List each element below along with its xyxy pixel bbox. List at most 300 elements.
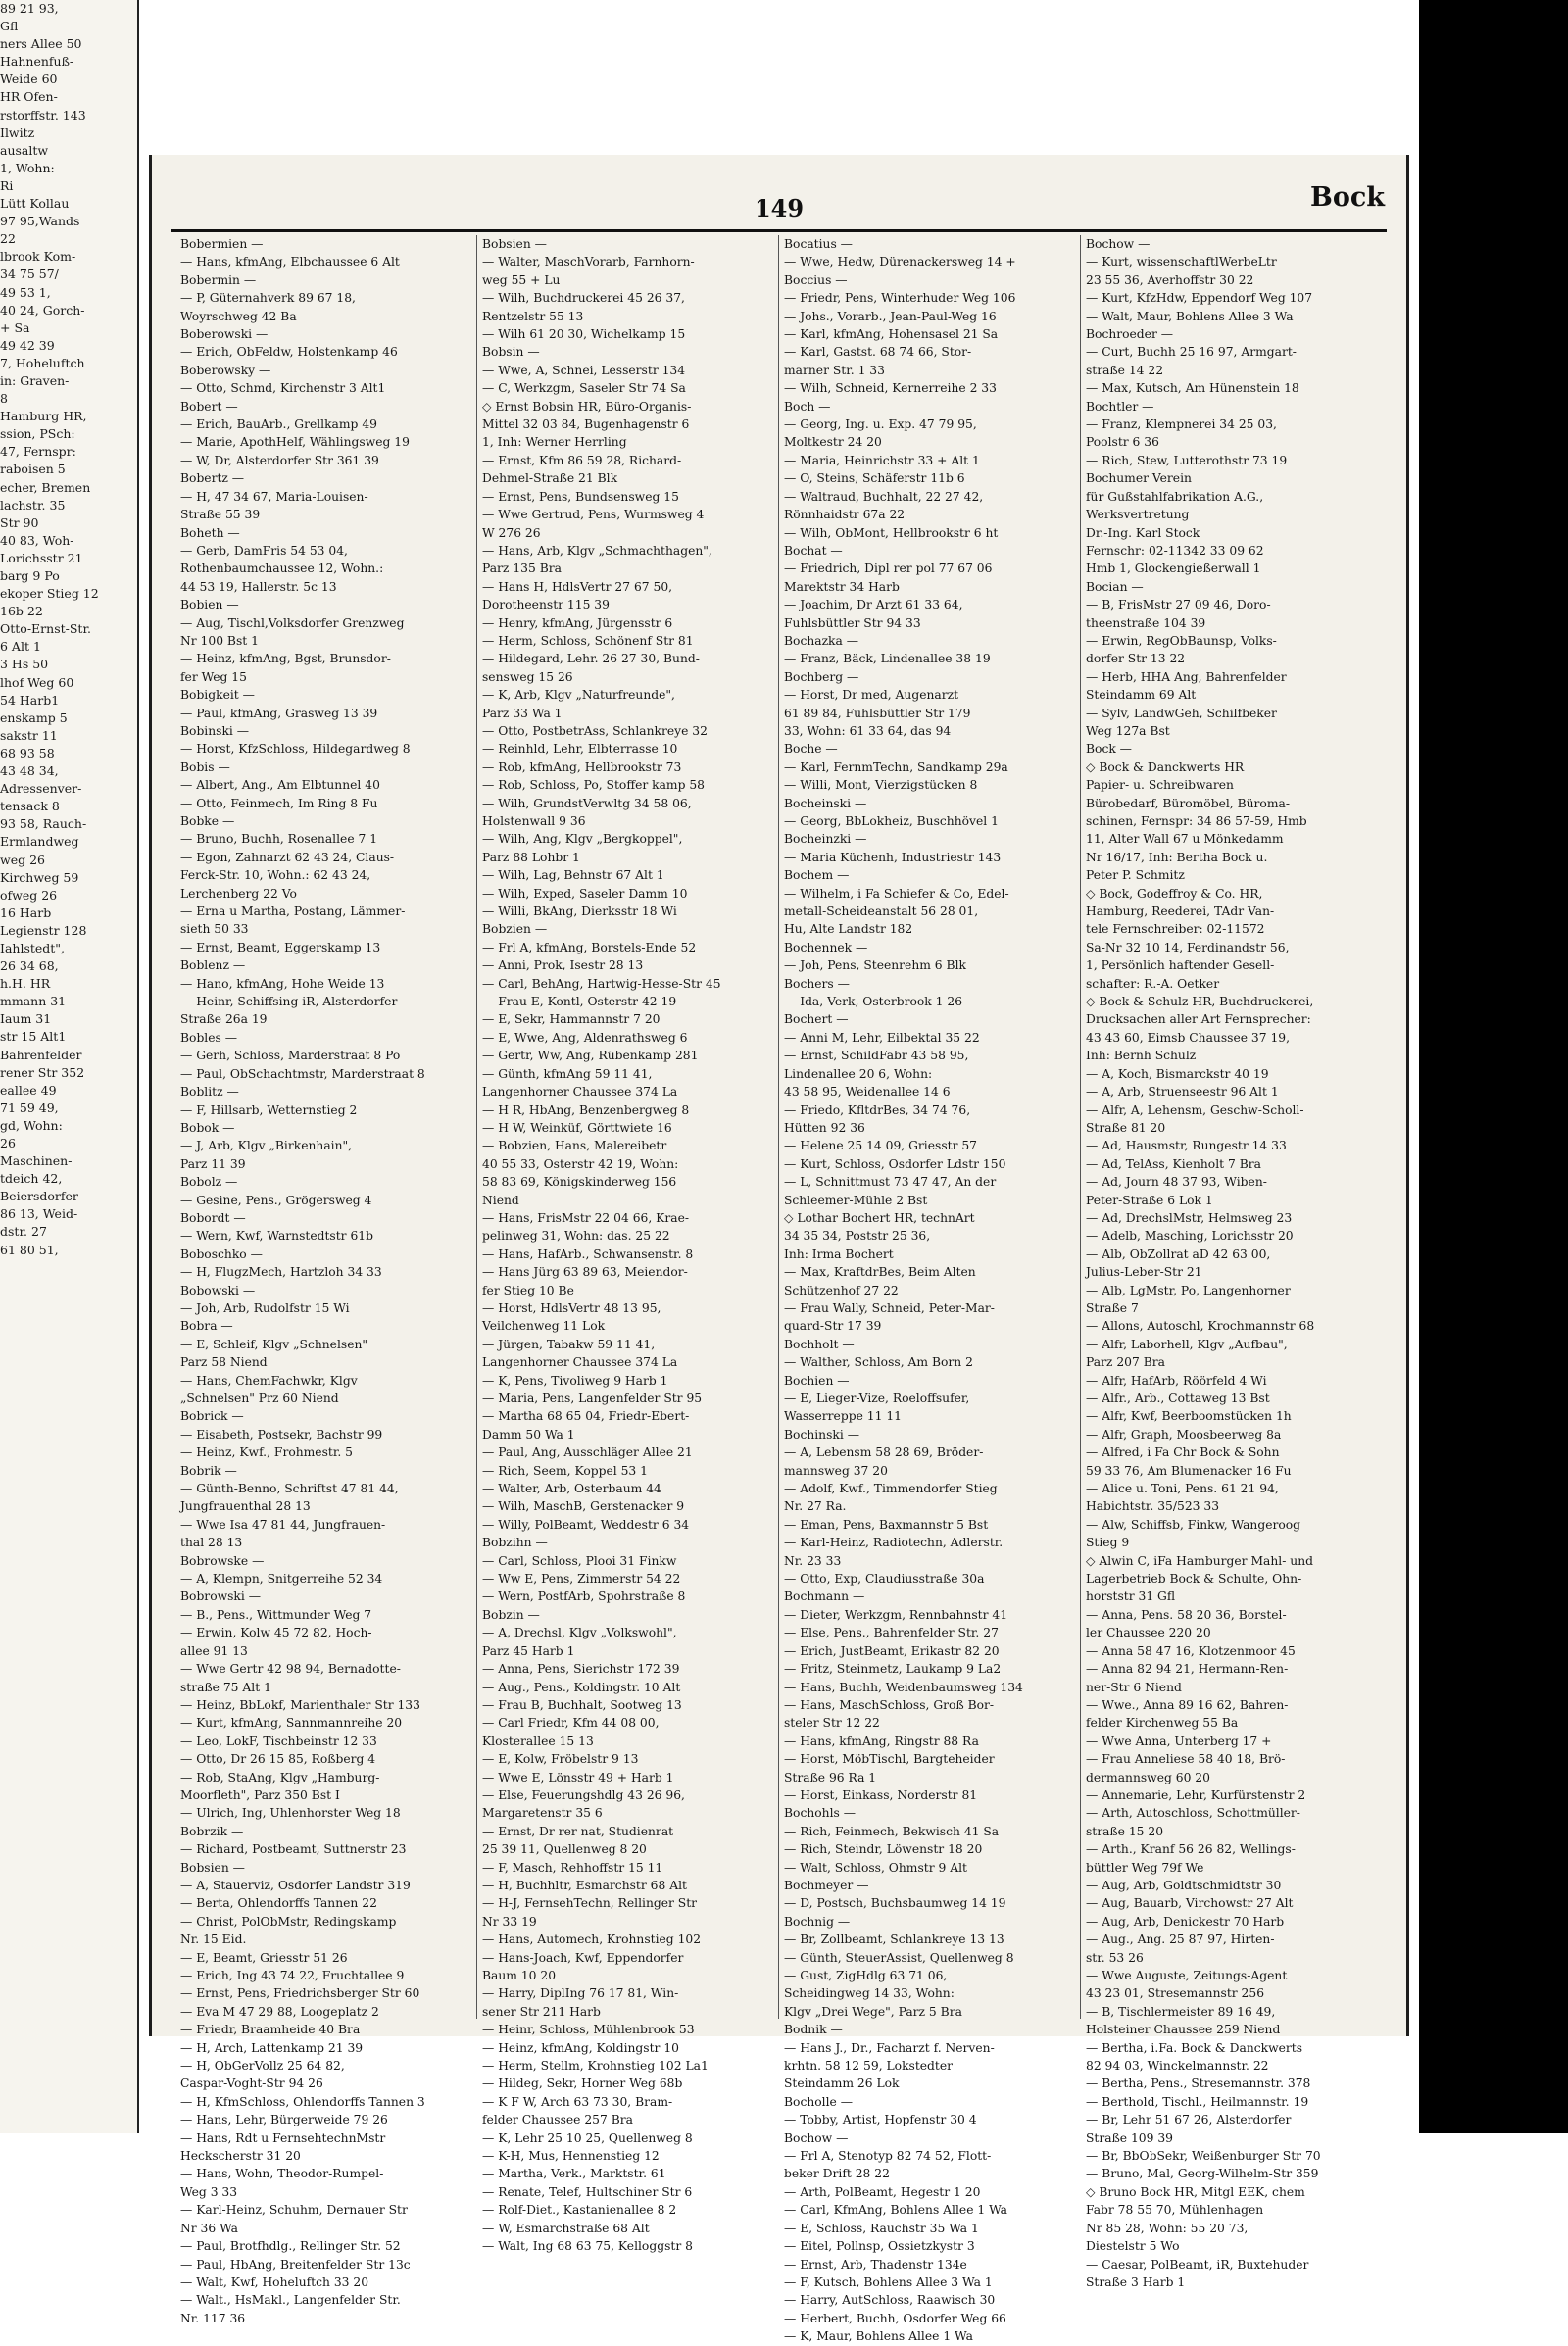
directory-entry-line: büttler Weg 79f We xyxy=(1086,1860,1204,1875)
page-number: 149 xyxy=(754,194,805,222)
directory-entry-line: ◇ Ernst Bobsin HR, Büro-Organis- xyxy=(482,399,692,414)
directory-entry-line: — Martha, Verk., Marktstr. 61 xyxy=(482,2167,666,2181)
directory-entry-line: — Sylv, LandwGeh, Schilfbeker xyxy=(1086,706,1277,720)
directory-entry-line: — E, Wwe, Ang, Aldenrathsweg 6 xyxy=(482,1030,688,1045)
directory-entry-line: 44 53 19, Hallerstr. 5c 13 xyxy=(180,579,337,594)
fragment-line: ssion, PSch: xyxy=(0,426,75,442)
directory-entry-line: Bochow — xyxy=(784,2130,849,2145)
directory-entry-line: — Frau Anneliese 58 40 18, Brö- xyxy=(1086,1752,1286,1767)
directory-entry-line: — L, Schnittmust 73 47 47, An der xyxy=(784,1175,997,1190)
directory-entry-line: — Horst, Einkass, Norderstr 81 xyxy=(784,1787,978,1802)
directory-entry-line: Stieg 9 xyxy=(1086,1536,1130,1550)
directory-entry-line: Nr 100 Bst 1 xyxy=(180,633,259,648)
directory-entry-line: 34 35 34, Poststr 25 36, xyxy=(784,1229,931,1244)
directory-entry-line: Fabr 78 55 70, Mühlenhagen xyxy=(1086,2203,1264,2218)
fragment-line: enskamp 5 xyxy=(0,709,68,725)
directory-entry-line: — Rob, Schloss, Po, Stoffer kamp 58 xyxy=(482,778,705,793)
directory-entry-line: Inh: Irma Bochert xyxy=(784,1246,894,1261)
directory-entry-line: — Wilh 61 20 30, Wichelkamp 15 xyxy=(482,327,686,342)
directory-entry-line: — Alb, ObZollrat aD 42 63 00, xyxy=(1086,1246,1271,1261)
directory-entry-line: 23 55 36, Averhoffstr 30 22 xyxy=(1086,272,1254,287)
directory-entry-line: ◇ Bruno Bock HR, Mitgl EEK, chem xyxy=(1086,2184,1305,2199)
directory-entry-line: — D, Postsch, Buchsbaumweg 14 19 xyxy=(784,1896,1006,1911)
directory-entry-line: — Dieter, Werkzgm, Rennbahnstr 41 xyxy=(784,1607,1008,1622)
fragment-line: mmann 31 xyxy=(0,994,67,1009)
directory-entry-line: — Wilh, Buchdruckerei 45 26 37, xyxy=(482,291,685,306)
fragment-line: Hahnenfuß- xyxy=(0,54,74,70)
directory-entry-line: — K F W, Arch 63 73 30, Bram- xyxy=(482,2094,673,2109)
directory-entry-line: — Heinz, Kwf., Frohmestr. 5 xyxy=(180,1445,353,1460)
directory-entry-line: — Hans, Wohn, Theodor-Rumpel- xyxy=(180,2167,384,2181)
directory-entry-line: 43 43 60, Eimsb Chaussee 37 19, xyxy=(1086,1030,1291,1045)
directory-entry-line: Bochazka — xyxy=(784,633,859,648)
directory-entry-line: 33, Wohn: 61 33 64, das 94 xyxy=(784,723,952,738)
directory-entry-line: — Fritz, Steinmetz, Laukamp 9 La2 xyxy=(784,1662,1002,1677)
directory-entry-line: — Anni M, Lehr, Eilbektal 35 22 xyxy=(784,1030,980,1045)
directory-entry-line: Poolstr 6 36 xyxy=(1086,435,1159,450)
directory-entry-line: — Wwe Auguste, Zeitungs-Agent xyxy=(1086,1969,1288,1982)
directory-entry-line: Nr. 117 36 xyxy=(180,2311,246,2325)
directory-entry-line: Parz 45 Harb 1 xyxy=(482,1643,575,1658)
running-head: Bock xyxy=(1310,182,1385,213)
directory-entry-line: — H W, Weinküf, Görttwiete 16 xyxy=(482,1120,672,1135)
directory-entry-line: — Hans, ChemFachwkr, Klgv xyxy=(180,1373,358,1388)
directory-entry-line: — Joachim, Dr Arzt 61 33 64, xyxy=(784,598,963,612)
directory-entry-line: Nr 16/17, Inh: Bertha Bock u. xyxy=(1086,850,1268,864)
directory-entry-line: — Friedr, Braamheide 40 Bra xyxy=(180,2023,361,2037)
directory-entry-line: Hütten 92 36 xyxy=(784,1120,865,1135)
fragment-line: HR Ofen- xyxy=(0,89,58,105)
directory-entry-line: Bobrzik — xyxy=(180,1824,244,1838)
fragment-line: Legienstr 128 xyxy=(0,922,87,938)
fragment-line: 97 95,Wands xyxy=(0,214,80,229)
directory-entry-line: Heckscherstr 31 20 xyxy=(180,2149,301,2164)
directory-entry-line: — Adolf, Kwf., Timmendorfer Stieg xyxy=(784,1482,998,1496)
directory-entry-line: — Alfr, Laborhell, Klgv „Aufbau", xyxy=(1086,1337,1288,1351)
directory-entry-line: — Hans J., Dr., Facharzt f. Nerven- xyxy=(784,2040,995,2055)
directory-entry-line: tele Fernschreiber: 02-11572 xyxy=(1086,922,1265,937)
directory-entry-line: dermannsweg 60 20 xyxy=(1086,1770,1210,1784)
fragment-line: Bahrenfelder xyxy=(0,1047,82,1062)
directory-entry-line: ◇ Lothar Bochert HR, technArt xyxy=(784,1210,975,1225)
directory-entry-line: — Erich, Ing 43 74 22, Fruchtallee 9 xyxy=(180,1969,405,1982)
directory-entry-line: Jungfrauenthal 28 13 xyxy=(180,1499,311,1514)
fragment-line: Iahlstedt", xyxy=(0,940,66,955)
directory-entry-line: Bochem — xyxy=(784,868,850,883)
directory-entry-line: — Rich, Feinmech, Bekwisch 41 Sa xyxy=(784,1824,1000,1838)
directory-entry-line: — Helene 25 14 09, Griesstr 57 xyxy=(784,1139,978,1153)
directory-page xyxy=(149,155,1409,2344)
directory-entry-line: — Kurt, Schloss, Osdorfer Ldstr 150 xyxy=(784,1156,1006,1171)
directory-entry-line: — Bruno, Mal, Georg-Wilhelm-Str 359 xyxy=(1086,2167,1319,2181)
directory-entry-line: — Friedr, Pens, Winterhuder Weg 106 xyxy=(784,291,1016,306)
fragment-line: 40 24, Gorch- xyxy=(0,302,85,318)
directory-entry-line: — Gertr, Ww, Ang, Rübenkamp 281 xyxy=(482,1049,699,1063)
directory-entry-line: Nr. 23 33 xyxy=(784,1553,842,1568)
directory-entry-line: — Alfr, A, Lehensm, Geschw-Scholl- xyxy=(1086,1102,1304,1117)
directory-entry-line: — Gust, ZigHdlg 63 71 06, xyxy=(784,1969,948,1982)
directory-entry-line: — Friedrich, Dipl rer pol 77 67 06 xyxy=(784,562,993,576)
directory-entry-line: — Rob, StaAng, Klgv „Hamburg- xyxy=(180,1770,380,1784)
directory-entry-line: Schleemer-Mühle 2 Bst xyxy=(784,1193,928,1207)
directory-entry-line: Papier- u. Schreibwaren xyxy=(1086,778,1234,793)
directory-entry-line: Bochnig — xyxy=(784,1914,851,1929)
directory-entry-line: Bobis — xyxy=(180,759,230,774)
directory-entry-line: Bobsien — xyxy=(180,1860,245,1875)
directory-entry-line: Nr. 27 Ra. xyxy=(784,1499,847,1514)
directory-entry-line: Boche — xyxy=(784,742,838,757)
directory-entry-line: — Henry, kfmAng, Jürgensstr 6 xyxy=(482,615,673,630)
directory-entry-line: — Wwe Gertrud, Pens, Wurmsweg 4 xyxy=(482,508,705,522)
directory-entry-line: Boch — xyxy=(784,399,831,414)
directory-entry-line: — Franz, Klempnerei 34 25 03, xyxy=(1086,417,1277,432)
directory-entry-line: — Aug, Tischl,Volksdorfer Grenzweg xyxy=(180,615,405,630)
directory-entry-line: Straße 26a 19 xyxy=(180,1012,268,1027)
directory-entry-line: — Wwe., Anna 89 16 62, Bahren- xyxy=(1086,1697,1289,1712)
directory-entry-line: quard-Str 17 39 xyxy=(784,1319,882,1334)
directory-entry-line: — A, Drechsl, Klgv „Volkswohl", xyxy=(482,1626,677,1640)
directory-entry-line: sener Str 211 Harb xyxy=(482,2004,601,2019)
directory-entry-line: dorfer Str 13 22 xyxy=(1086,652,1186,666)
scanner-black-margin xyxy=(1419,0,1568,2133)
directory-entry-line: — Erich, BauArb., Grellkamp 49 xyxy=(180,417,377,432)
fragment-line: Gfl xyxy=(0,19,19,34)
directory-entry-line: — Aug, Arb, Goldtschmidtstr 30 xyxy=(1086,1878,1282,1892)
directory-entry-line: Bochmeyer — xyxy=(784,1878,869,1892)
directory-entry-line: Peter P. Schmitz xyxy=(1086,868,1185,883)
directory-entry-line: 25 39 11, Quellenweg 8 20 xyxy=(482,1842,647,1857)
directory-entry-line: — Willi, BkAng, Dierksstr 18 Wi xyxy=(482,904,677,919)
directory-entry-line: Bochat — xyxy=(784,543,843,558)
directory-entry-line: — Bobzien, Hans, Malereibetr xyxy=(482,1139,667,1153)
directory-entry-line: Fuhlsbüttler Str 94 33 xyxy=(784,615,921,630)
directory-entry-line: — Herm, Schloss, Schönenf Str 81 xyxy=(482,633,694,648)
fragment-line: Beiersdorfer xyxy=(0,1189,78,1204)
directory-entry-line: — Otto, Schmd, Kirchenstr 3 Alt1 xyxy=(180,381,386,396)
directory-entry-line: — Ernst, SchildFabr 43 58 95, xyxy=(784,1049,969,1063)
fragment-line: ofweg 26 xyxy=(0,887,58,903)
fragment-line: 43 48 34, xyxy=(0,763,59,779)
directory-entry-line: — Karl-Heinz, Schuhm, Dernauer Str xyxy=(180,2203,408,2218)
directory-entry-line: — Alice u. Toni, Pens. 61 21 94, xyxy=(1086,1482,1279,1496)
directory-entry-line: — Ad, Journ 48 37 93, Wiben- xyxy=(1086,1175,1267,1190)
directory-entry-line: — Heinz, BbLokf, Marienthaler Str 133 xyxy=(180,1697,420,1712)
directory-entry-line: — Otto, Dr 26 15 85, Roßberg 4 xyxy=(180,1752,376,1767)
directory-entry-line: — Ernst, Arb, Thadenstr 134e xyxy=(784,2257,967,2272)
fragment-line: Adressenver- xyxy=(0,781,82,797)
directory-entry-line: Klgv „Drei Wege", Parz 5 Bra xyxy=(784,2004,962,2019)
directory-entry-line: — Paul, kfmAng, Grasweg 13 39 xyxy=(180,706,378,720)
directory-entry-line: — Erich, JustBeamt, Erikastr 82 20 xyxy=(784,1643,1000,1658)
directory-entry-line: Weg 127a Bst xyxy=(1086,723,1170,738)
directory-entry-line: — Albert, Ang., Am Elbtunnel 40 xyxy=(180,778,380,793)
directory-entry-line: 82 94 03, Winckelmannstr. 22 xyxy=(1086,2059,1269,2074)
directory-entry-line: Scheidingweg 14 33, Wohn: xyxy=(784,1986,955,2001)
directory-entry-line: Bobinski — xyxy=(180,723,250,738)
directory-entry-line: krhtn. 58 12 59, Lokstedter xyxy=(784,2059,954,2074)
directory-entry-line: Bobert — xyxy=(180,399,238,414)
directory-entry-line: Wasserreppe 11 11 xyxy=(784,1409,902,1424)
directory-entry-line: straße 15 20 xyxy=(1086,1824,1164,1838)
directory-entry-line: — Willi, Mont, Vierzigstücken 8 xyxy=(784,778,978,793)
directory-entry-line: — Jürgen, Tabakw 59 11 41, xyxy=(482,1337,656,1351)
directory-entry-line: — Walt, Maur, Bohlens Allee 3 Wa xyxy=(1086,309,1294,323)
directory-entry-line: Bocatius — xyxy=(784,237,853,251)
directory-entry-line: — Rob, kfmAng, Hellbrookstr 73 xyxy=(482,759,682,774)
directory-entry-line: — F, Masch, Rehhoffstr 15 11 xyxy=(482,1860,663,1875)
fragment-line: barg 9 Po xyxy=(0,568,60,583)
directory-entry-line: Hu, Alte Landstr 182 xyxy=(784,922,913,937)
directory-entry-line: — Rich, Seem, Koppel 53 1 xyxy=(482,1463,648,1478)
directory-entry-line: — Wilh, Schneid, Kernerreihe 2 33 xyxy=(784,381,997,396)
directory-entry-line: — Gesine, Pens., Grögersweg 4 xyxy=(180,1193,372,1207)
directory-entry-line: 1, Persönlich haftender Gesell- xyxy=(1086,958,1275,973)
fragment-line: 22 xyxy=(0,231,16,247)
directory-entry-line: Bobzihn — xyxy=(482,1536,548,1550)
fragment-line: gd, Wohn: xyxy=(0,1117,63,1133)
fragment-line: rstorffstr. 143 xyxy=(0,107,86,122)
fragment-line: Lorichsstr 21 xyxy=(0,550,83,565)
directory-entry-line: — Hans, Arb, Klgv „Schmachthagen", xyxy=(482,543,712,558)
directory-entry-line: — Bruno, Buchh, Rosenallee 7 1 xyxy=(180,832,378,847)
directory-entry-line: — Karl-Heinz, Radiotechn, Adlerstr. xyxy=(784,1536,1004,1550)
directory-entry-line: weg 55 + Lu xyxy=(482,272,561,287)
directory-entry-line: — Heinr, Schiffsing iR, Alsterdorfer xyxy=(180,995,398,1009)
fragment-line: 93 58, Rauch- xyxy=(0,816,87,832)
directory-entry-line: 43 23 01, Stresemannstr 256 xyxy=(1086,1986,1265,2001)
entry-columns xyxy=(175,235,1385,2344)
directory-entry-line: — Max, KraftdrBes, Beim Alten xyxy=(784,1265,976,1280)
directory-entry-line: — Paul, ObSchachtmstr, Marderstraat 8 xyxy=(180,1066,425,1081)
directory-entry-line: fer Stieg 10 Be xyxy=(482,1283,574,1297)
directory-entry-line: Margaretenstr 35 6 xyxy=(482,1806,603,1821)
directory-entry-line: Boheth — xyxy=(180,525,240,540)
directory-entry-line: — Eisabeth, Postsekr, Bachstr 99 xyxy=(180,1427,383,1442)
directory-entry-line: — Else, Pens., Bahrenfelder Str. 27 xyxy=(784,1626,999,1640)
directory-entry-line: ler Chaussee 220 20 xyxy=(1086,1626,1211,1640)
directory-entry-line: — Ad, Hausmstr, Rungestr 14 33 xyxy=(1086,1139,1287,1153)
directory-entry-line: — Br, BbObSekr, Weißenburger Str 70 xyxy=(1086,2149,1321,2164)
fragment-line: tensack 8 xyxy=(0,799,60,814)
directory-entry-line: — Walter, Arb, Osterbaum 44 xyxy=(482,1482,662,1496)
directory-entry-line: Bobolz — xyxy=(180,1175,238,1190)
previous-page-fragment xyxy=(0,0,139,2133)
directory-entry-line: W 276 26 xyxy=(482,525,541,540)
directory-entry-line: Bobrik — xyxy=(180,1463,237,1478)
directory-entry-line: Langenhorner Chaussee 374 La xyxy=(482,1085,678,1100)
directory-entry-line: — Ww E, Pens, Zimmerstr 54 22 xyxy=(482,1572,681,1587)
directory-entry-line: — Alfr, Graph, Moosbeerweg 8a xyxy=(1086,1427,1282,1442)
directory-entry-line: — Wwe Anna, Unterberg 17 + xyxy=(1086,1734,1272,1748)
directory-entry-line: — Hildegard, Lehr. 26 27 30, Bund- xyxy=(482,652,700,666)
fragment-line: Maschinen- xyxy=(0,1153,73,1169)
directory-entry-line: — Ernst, Pens, Friedrichsberger Str 60 xyxy=(180,1986,420,2001)
directory-entry-line: — E, Lieger-Vize, Roeloffsufer, xyxy=(784,1392,970,1405)
directory-entry-line: — E, Sekr, Hammannstr 7 20 xyxy=(482,1012,661,1027)
fragment-line: eallee 49 xyxy=(0,1082,57,1098)
directory-entry-line: — Eitel, Pollnsp, Ossietzkystr 3 xyxy=(784,2239,975,2254)
directory-entry-line: — Anna, Pens, Sierichstr 172 39 xyxy=(482,1662,680,1677)
directory-entry-line: — Joh, Pens, Steenrehm 6 Blk xyxy=(784,958,966,973)
directory-entry-line: — Paul, Brotfhdlg., Rellinger Str. 52 xyxy=(180,2239,401,2254)
fragment-line: + Sa xyxy=(0,319,30,335)
directory-entry-line: Bochow — xyxy=(1086,237,1151,251)
directory-entry-line: — Karl, FernmTechn, Sandkamp 29a xyxy=(784,759,1008,774)
fragment-line: Otto-Ernst-Str. xyxy=(0,621,92,637)
directory-entry-line: Bobra — xyxy=(180,1319,233,1334)
directory-entry-line: — E, Schleif, Klgv „Schnelsen" xyxy=(180,1337,368,1351)
fragment-line: lachstr. 35 xyxy=(0,497,66,513)
directory-entry-line: Boblitz — xyxy=(180,1085,239,1100)
directory-entry-line: — C, Werkzgm, Saseler Str 74 Sa xyxy=(482,381,686,396)
directory-entry-line: — Alfr, Kwf, Beerboomstücken 1h xyxy=(1086,1409,1292,1424)
directory-entry-line: — Arth, Autoschloss, Schottmüller- xyxy=(1086,1806,1300,1821)
directory-entry-line: — F, Hillsarb, Wetternstieg 2 xyxy=(180,1102,358,1117)
directory-entry-line: Bobrowske — xyxy=(180,1553,265,1568)
directory-entry-line: Straße 7 xyxy=(1086,1300,1139,1315)
directory-entry-line: Klosterallee 15 13 xyxy=(482,1734,594,1748)
directory-entry-line: — H, ObGerVollz 25 64 82, xyxy=(180,2059,345,2074)
fragment-line: 8 xyxy=(0,391,8,407)
directory-entry-line: — Wern, Kwf, Warnstedtstr 61b xyxy=(180,1229,373,1244)
fragment-line: 26 xyxy=(0,1136,16,1150)
directory-entry-line: — Karl, Gastst. 68 74 66, Stor- xyxy=(784,345,972,360)
directory-entry-line: ◇ Bock & Schulz HR, Buchdruckerei, xyxy=(1086,995,1314,1009)
fragment-line: sakstr 11 xyxy=(0,727,58,743)
directory-entry-line: — Anni, Prok, Isestr 28 13 xyxy=(482,958,644,973)
fragment-line: 16b 22 xyxy=(0,604,43,619)
directory-entry-line: — Richard, Postbeamt, Suttnerstr 23 xyxy=(180,1842,407,1857)
directory-entry-line: Caspar-Voght-Str 94 26 xyxy=(180,2077,323,2091)
directory-entry-line: Bodnik — xyxy=(784,2023,843,2037)
directory-entry-line: — Harry, AutSchloss, Raawisch 30 xyxy=(784,2293,996,2308)
directory-entry-line: Bobzien — xyxy=(482,922,548,937)
directory-entry-line: Parz 33 Wa 1 xyxy=(482,706,563,720)
directory-entry-line: Bochroeder — xyxy=(1086,327,1174,342)
directory-entry-line: — Berta, Ohlendorffs Tannen 22 xyxy=(180,1896,377,1911)
directory-entry-line: Bobrick — xyxy=(180,1409,244,1424)
directory-entry-line: Bocheinski — xyxy=(784,796,867,810)
directory-entry-line: — Horst, Dr med, Augenarzt xyxy=(784,688,959,703)
directory-entry-line: — Maria, Heinrichstr 33 + Alt 1 xyxy=(784,453,980,467)
directory-entry-line: Bobordt — xyxy=(180,1210,246,1225)
directory-entry-line: Bobzin — xyxy=(482,1607,540,1622)
directory-entry-line: — Horst, KfzSchloss, Hildegardweg 8 xyxy=(180,742,411,757)
directory-entry-line: Dehmel-Straße 21 Blk xyxy=(482,471,618,486)
directory-entry-line: Bochohls — xyxy=(784,1806,857,1821)
directory-entry-line: Fernschr: 02-11342 33 09 62 xyxy=(1086,543,1264,558)
directory-entry-line: — Br, Zollbeamt, Schlankreye 13 13 xyxy=(784,1932,1004,1947)
directory-entry-line: Rothenbaumchaussee 12, Wohn.: xyxy=(180,562,384,576)
directory-entry-line: Nr 36 Wa xyxy=(180,2221,239,2235)
column-3 xyxy=(779,235,1081,2344)
directory-entry-line: Lagerbetrieb Bock & Schulte, Ohn- xyxy=(1086,1572,1302,1587)
directory-entry-line: — Erwin, RegObBaunsp, Volks- xyxy=(1086,633,1277,648)
fragment-line: echer, Bremen xyxy=(0,479,91,495)
directory-entry-line: Schützenhof 27 22 xyxy=(784,1283,899,1297)
directory-entry-line: Parz 88 Lohbr 1 xyxy=(482,850,580,864)
directory-entry-line: — Hans-Joach, Kwf, Eppendorfer xyxy=(482,1950,684,1965)
directory-entry-line: — Caesar, PolBeamt, iR, Buxtehuder xyxy=(1086,2257,1309,2272)
directory-entry-line: — Gerh, Schloss, Marderstraat 8 Po xyxy=(180,1049,401,1063)
directory-entry-line: Bochberg — xyxy=(784,669,859,684)
directory-entry-line: ◇ Bock & Danckwerts HR xyxy=(1086,759,1245,774)
directory-entry-line: Rönnhaidstr 67a 22 xyxy=(784,508,906,522)
directory-entry-line: Nr. 15 Eid. xyxy=(180,1932,247,1947)
directory-entry-line: straße 14 22 xyxy=(1086,363,1164,377)
directory-entry-line: 59 33 76, Am Blumenacker 16 Fu xyxy=(1086,1463,1292,1478)
directory-entry-line: — Ulrich, Ing, Uhlenhorster Weg 18 xyxy=(180,1806,401,1821)
directory-entry-line: — Martha 68 65 04, Friedr-Ebert- xyxy=(482,1409,690,1424)
directory-entry-line: — Carl, KfmAng, Bohlens Allee 1 Wa xyxy=(784,2203,1008,2218)
directory-entry-line: — Bertha, i.Fa. Bock & Danckwerts xyxy=(1086,2040,1303,2055)
fragment-line: 68 93 58 xyxy=(0,745,55,760)
fragment-line: Ri xyxy=(0,177,14,193)
directory-entry-line: pelinweg 31, Wohn: das. 25 22 xyxy=(482,1229,670,1244)
directory-entry-line: ◇ Bock, Godeffroy & Co. HR, xyxy=(1086,886,1263,901)
directory-entry-line: marner Str. 1 33 xyxy=(784,363,885,377)
directory-entry-line: — Georg, BbLokheiz, Buschhövel 1 xyxy=(784,814,999,828)
directory-entry-line: Werksvertretung xyxy=(1086,508,1190,522)
directory-entry-line: — Berthold, Tischl., Heilmannstr. 19 xyxy=(1086,2094,1309,2109)
directory-entry-line: Parz 58 Niend xyxy=(180,1355,268,1370)
directory-entry-line: — Rich, Steindr, Löwenstr 18 20 xyxy=(784,1842,983,1857)
directory-entry-line: — Kurt, kfmAng, Sannmannreihe 20 xyxy=(180,1716,403,1731)
directory-entry-line: — Rolf-Diet., Kastanienallee 8 2 xyxy=(482,2203,677,2218)
directory-entry-line: Bocheinzki — xyxy=(784,832,867,847)
directory-entry-line: — K-H, Mus, Hennenstieg 12 xyxy=(482,2149,660,2164)
directory-entry-line: Peter-Straße 6 Lok 1 xyxy=(1086,1193,1213,1207)
directory-entry-line: — B., Pens., Wittmunder Weg 7 xyxy=(180,1607,372,1622)
directory-entry-line: straße 75 Alt 1 xyxy=(180,1680,271,1694)
directory-entry-line: — Heinr, Schloss, Mühlenbrook 53 xyxy=(482,2023,695,2037)
directory-entry-line: — Hans, Lehr, Bürgerweide 79 26 xyxy=(180,2113,388,2127)
directory-entry-line: Diestelstr 5 Wo xyxy=(1086,2239,1180,2254)
directory-entry-line: Lindenallee 20 6, Wohn: xyxy=(784,1066,933,1081)
directory-entry-line: „Schnelsen" Prz 60 Niend xyxy=(180,1392,339,1405)
directory-entry-line: — Hans H, HdlsVertr 27 67 50, xyxy=(482,579,673,594)
fragment-line: rener Str 352 xyxy=(0,1064,85,1080)
fragment-line: 7, Hoheluftch xyxy=(0,355,85,370)
directory-entry-line: Bochholt — xyxy=(784,1337,855,1351)
directory-entry-line: mannsweg 37 20 xyxy=(784,1463,888,1478)
directory-entry-line: Parz 135 Bra xyxy=(482,562,562,576)
directory-entry-line: Boblenz — xyxy=(180,958,246,973)
directory-entry-line: fer Weg 15 xyxy=(180,669,247,684)
directory-entry-line: — Alfr, HafArb, Röörfeld 4 Wi xyxy=(1086,1373,1267,1388)
directory-entry-line: — H, KfmSchloss, Ohlendorffs Tannen 3 xyxy=(180,2094,425,2109)
directory-entry-line: — Hans, Buchh, Weidenbaumsweg 134 xyxy=(784,1680,1023,1694)
directory-entry-line: — Bertha, Pens., Stresemannstr. 378 xyxy=(1086,2077,1311,2091)
directory-entry-line: — Paul, HbAng, Breitenfelder Str 13c xyxy=(180,2257,411,2272)
directory-entry-line: Veilchenweg 11 Lok xyxy=(482,1319,606,1334)
directory-entry-line: — Erich, ObFeldw, Holstenkamp 46 xyxy=(180,345,398,360)
directory-entry-line: 1, Inh: Werner Herrling xyxy=(482,435,627,450)
directory-entry-line: — Arth, PolBeamt, Hegestr 1 20 xyxy=(784,2184,981,2199)
fragment-line: Hamburg HR, xyxy=(0,409,87,424)
directory-entry-line: — H, 47 34 67, Maria-Louisen- xyxy=(180,489,368,504)
directory-entry-line: Bobok — xyxy=(180,1120,235,1135)
fragment-line: 16 Harb xyxy=(0,904,52,920)
directory-entry-line: — Gerb, DamFris 54 53 04, xyxy=(180,543,348,558)
directory-entry-line: — Günth-Benno, Schriftst 47 81 44, xyxy=(180,1482,399,1496)
directory-entry-line: Bochmann — xyxy=(784,1589,865,1604)
directory-entry-line: — Egon, Zahnarzt 62 43 24, Claus- xyxy=(180,850,395,864)
directory-entry-line: — Walt., HsMakl., Langenfelder Str. xyxy=(180,2293,401,2308)
directory-entry-line: — Joh, Arb, Rudolfstr 15 Wi xyxy=(180,1300,350,1315)
column-1 xyxy=(175,235,477,2325)
directory-entry-line: Weg 3 33 xyxy=(180,2184,238,2199)
